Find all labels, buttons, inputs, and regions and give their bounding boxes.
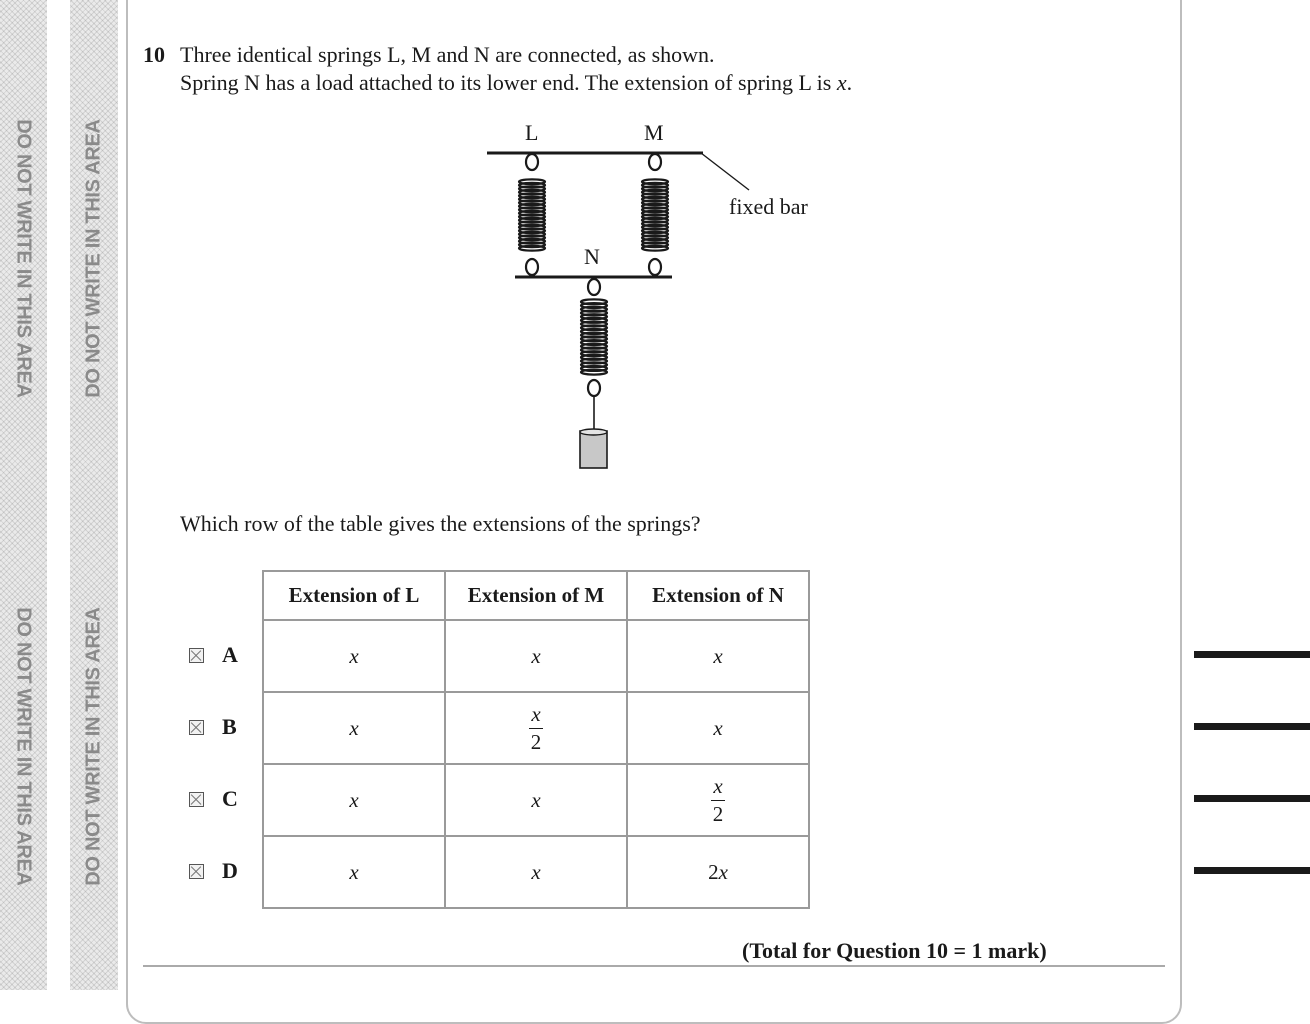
margin-warning-inner-bottom: DO NOT WRITE IN THIS AREA (82, 607, 105, 886)
margin-mark (1194, 795, 1310, 802)
label-l: L (525, 120, 539, 145)
margin-mark (1194, 651, 1310, 658)
option-d-label: D (222, 858, 238, 883)
cell-d-m: x (445, 836, 627, 908)
load-mass (580, 429, 607, 468)
fraction-numerator: x (529, 704, 542, 729)
option-a-checkbox[interactable] (189, 648, 204, 663)
cell-c-m: x (445, 764, 627, 836)
cell-d-n-coef: 2 (708, 859, 719, 884)
option-b-checkbox[interactable] (189, 720, 204, 735)
spring-m-coils (642, 179, 668, 250)
cell-c-n (627, 764, 809, 836)
label-fixed-bar: fixed bar (729, 194, 808, 219)
label-m: M (644, 120, 664, 145)
option-b-label: B (222, 714, 237, 739)
option-c-checkbox[interactable] (189, 792, 204, 807)
margin-warning-inner-top: DO NOT WRITE IN THIS AREA (82, 119, 105, 398)
cell-d-l: x (263, 836, 445, 908)
fraction-x-over-2 (711, 773, 724, 826)
question-line-2-var: x (836, 70, 847, 95)
question-number: 10 (143, 42, 165, 67)
margin-warning-outer-top: DO NOT WRITE IN THIS AREA (12, 119, 35, 398)
option-a-label: A (222, 642, 238, 667)
header-extension-l: Extension of L (263, 571, 445, 620)
option-c-label: C (222, 786, 238, 811)
question-line-2-end: . (846, 70, 853, 95)
margin-warning-outer-bottom: DO NOT WRITE IN THIS AREA (12, 607, 35, 886)
cell-d-n-var: x (718, 859, 728, 884)
answer-table (262, 570, 810, 909)
cell-d-n (627, 836, 809, 908)
spring-l-coils (519, 179, 545, 250)
table-row (263, 620, 809, 692)
table-row (263, 836, 809, 908)
margin-mark (1194, 723, 1310, 730)
cell-b-n: x (627, 692, 809, 764)
cell-a-m: x (445, 620, 627, 692)
bottom-rule (143, 965, 1165, 967)
fixed-bar-pointer (701, 153, 749, 190)
fraction-x-over-2 (529, 701, 542, 754)
cell-a-n: x (627, 620, 809, 692)
question-line-1: Three identical springs L, M and N are connected, as shown. (180, 42, 715, 67)
spring-n-coils (581, 299, 607, 374)
question-total: (Total for Question 10 = 1 mark) (742, 938, 1047, 963)
fraction-numerator: x (711, 776, 724, 801)
cell-a-l: x (263, 620, 445, 692)
cell-b-l: x (263, 692, 445, 764)
question-line-2-text: Spring N has a load attached to its lower end. The extension of spring L is (180, 70, 837, 95)
header-extension-m: Extension of M (445, 571, 627, 620)
fraction-denominator: 2 (530, 729, 542, 754)
cell-c-l: x (263, 764, 445, 836)
table-header-row (263, 571, 809, 620)
label-n: N (584, 244, 600, 269)
fraction-denominator: 2 (712, 801, 724, 826)
table-row (263, 764, 809, 836)
table-row (263, 692, 809, 764)
option-d-checkbox[interactable] (189, 864, 204, 879)
header-extension-n: Extension of N (627, 571, 809, 620)
cell-b-m (445, 692, 627, 764)
question-prompt: Which row of the table gives the extensions of the springs? (180, 511, 701, 536)
margin-mark (1194, 867, 1310, 874)
